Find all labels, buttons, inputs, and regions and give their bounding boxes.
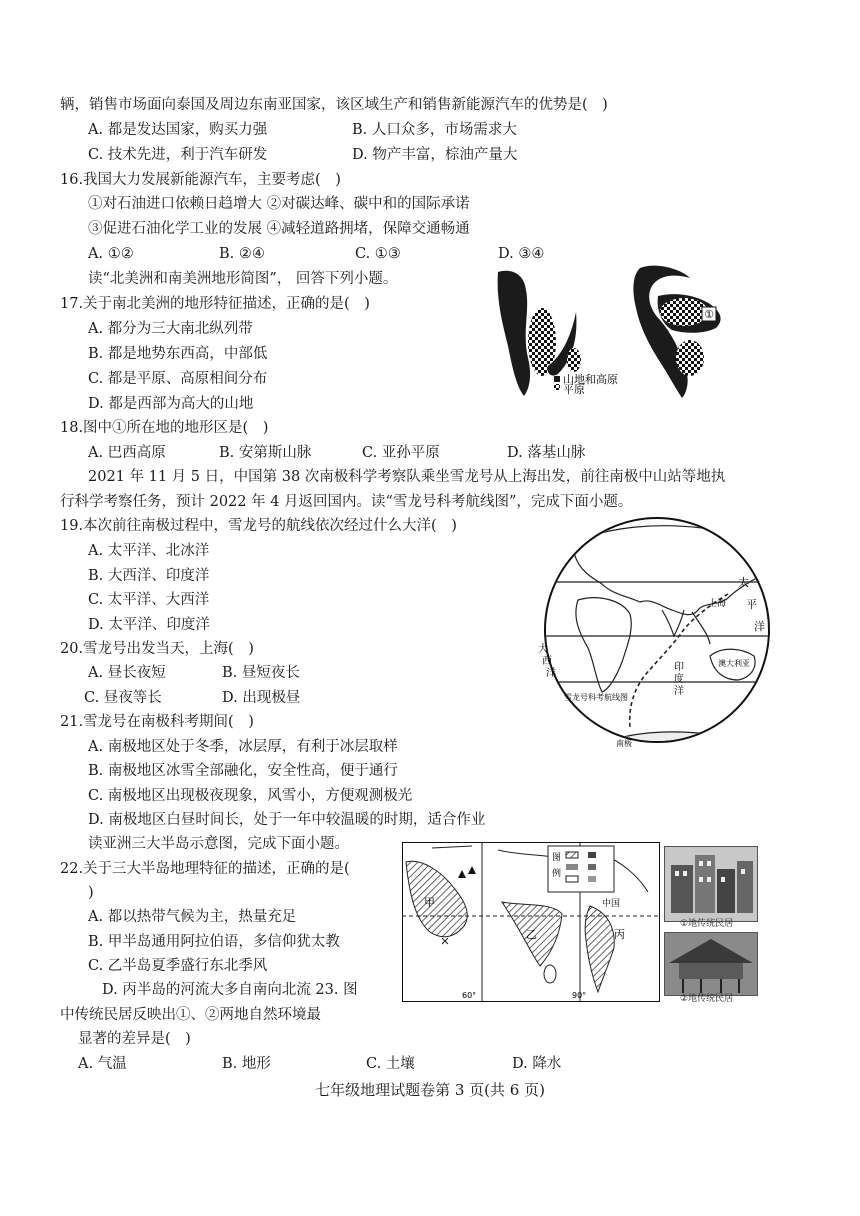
q17-option-c: C. 都是平原、高原相间分布 (88, 371, 268, 387)
label-lon-90: 90° (572, 991, 587, 1000)
q21-option-b: B. 南极地区冰雪全部融化，安全性高，便于通行 (88, 763, 398, 779)
q17-option-d: D. 都是西部为高大的山地 (88, 396, 254, 412)
q22-stem-paren: ) (88, 885, 94, 901)
label-indian-3: 洋 (674, 686, 684, 697)
q20-option-b: B. 昼短夜长 (222, 665, 300, 681)
q21-option-a: A. 南极地区处于冬季，冰层厚，有利于冰层取样 (88, 739, 398, 755)
label-atlantic-2: 西 (542, 656, 552, 667)
q16-option-a: A. ①② (88, 246, 134, 262)
q21-stem: 21.雪龙号在南极科考期间( ) (60, 714, 254, 730)
xuelong-route-globe (532, 514, 782, 750)
marker-one: ① (704, 308, 714, 321)
q16-option-d: D. ③④ (498, 246, 545, 262)
label-pacific-2: 平 (746, 598, 757, 611)
q20-option-c: C. 昼夜等长 (84, 690, 162, 706)
q15-stem-tail: 辆，销售市场面向泰国及周边东南亚国家，该区域生产和销售新能源汽车的优势是( ) (60, 97, 608, 113)
q18-option-b: B. 安第斯山脉 (219, 445, 312, 461)
q15-option-a: A. 都是发达国家，购买力强 (88, 122, 268, 138)
label-indian-2: 度 (674, 674, 684, 685)
read-asia-intro: 读亚洲三大半岛示意图，完成下面小题。 (88, 836, 349, 852)
q15-option-b: B. 人口众多，市场需求大 (352, 122, 517, 138)
photo-2-caption: ②地传统民居 (680, 994, 734, 1004)
q18-option-c: C. 亚孙平原 (362, 445, 440, 461)
label-jia: 甲 (424, 896, 435, 909)
page-footer: 七年级地理试题卷第 3 页(共 6 页) (315, 1081, 545, 1099)
label-bing: 丙 (614, 928, 625, 941)
label-lon-60: 60° (462, 991, 477, 1000)
label-yi: 乙 (526, 928, 537, 941)
legend-mountain-plateau: 山地和高原 (563, 373, 618, 386)
north-america-mountains (498, 271, 530, 396)
q16-statements-2: ③促进石油化学工业的发展 ④减轻道路拥堵，保障交通畅通 (88, 221, 470, 237)
asia-peninsulas-map (402, 842, 660, 1002)
dwelling-photo-2 (664, 932, 758, 996)
legend-plain: 平原 (563, 383, 585, 396)
label-atlantic-1: 大 (538, 644, 548, 655)
q21-option-c: C. 南极地区出现极夜现象，风雪小，方便观测极光 (88, 788, 413, 804)
label-indian-1: 印 (674, 662, 684, 673)
q19-stem: 19.本次前往南极过程中，雪龙号的航线依次经过什么大洋( ) (60, 518, 457, 534)
photo-1-caption: ①地传统民居 (680, 919, 734, 929)
read-americas-intro: 读“北美洲和南美洲地形简图”， 回答下列小题。 (88, 271, 398, 287)
q21-option-d: D. 南极地区白昼时间长，处于一年中较温暖的时期，适合作业 (88, 812, 486, 828)
q17-option-a: A. 都分为三大南北纵列带 (88, 321, 253, 337)
q16-statements-1: ①对石油进口依赖日趋增大 ②对碳达峰、碳中和的国际承诺 (88, 196, 470, 212)
route-map-caption: 雪龙号科考航线图 (564, 693, 628, 702)
q15-option-d: D. 物产丰富，棕油产量大 (352, 147, 518, 163)
q23-option-b: B. 地形 (222, 1056, 271, 1072)
q18-option-a: A. 巴西高原 (88, 445, 166, 461)
q19-option-c: C. 太平洋、大西洋 (88, 592, 210, 608)
q18-option-d: D. 落基山脉 (507, 445, 586, 461)
q17-option-b: B. 都是地势东西高，中部低 (88, 346, 268, 362)
q19-option-d: D. 太平洋、印度洋 (88, 617, 210, 633)
q22-option-b: B. 甲半岛通用阿拉伯语，多信仰犹太教 (88, 934, 340, 950)
q16-stem: 16.我国大力发展新能源汽车，主要考虑( ) (60, 172, 341, 188)
q18-stem: 18.图中①所在地的地形区是( ) (60, 420, 269, 436)
q22-option-a: A. 都以热带气候为主，热量充足 (88, 909, 297, 925)
q17-stem: 17.关于南北美洲的地形特征描述，正确的是( ) (60, 296, 370, 312)
q23-stem-2: 显著的差异是( ) (78, 1031, 191, 1047)
legend-title-2: 例 (552, 869, 562, 879)
q16-option-c: C. ①③ (355, 246, 401, 262)
dwelling-photo-1 (664, 846, 758, 922)
label-antarctica: 南极 (616, 739, 632, 748)
americas-terrain-map (490, 262, 746, 400)
q23-stem-1: 中传统民居反映出①、②两地自然环境最 (60, 1007, 321, 1023)
label-shanghai: 上海 (708, 599, 727, 609)
q19-option-a: A. 太平洋、北冰洋 (88, 543, 210, 559)
passage-line-1: 2021 年 11 月 5 日，中国第 38 次南极科学考察队乘坐雪龙号从上海出发，前往南极中山站等地执 (88, 469, 726, 485)
q23-option-a: A. 气温 (78, 1056, 127, 1072)
q15-option-c: C. 技术先进，利于汽车研发 (88, 147, 268, 163)
q22-stem: 22.关于三大半岛地理特征的描述，正确的是( (60, 861, 350, 877)
south-america-plain (660, 298, 708, 326)
q20-stem: 20.雪龙号出发当天，上海( ) (60, 641, 254, 657)
q16-option-b: B. ②④ (219, 246, 265, 262)
label-atlantic-3: 洋 (546, 668, 556, 679)
label-pacific-1: 太 (738, 576, 749, 589)
passage-line-2: 行科学考察任务，预计 2022 年 4 月返回国内。读“雪龙号科考航线图”，完成下面小题。 (60, 494, 633, 510)
label-pacific-3: 洋 (754, 620, 765, 633)
q22-option-d: D. 丙半岛的河流大多自南向北流 23. 图 (102, 982, 358, 998)
label-china: 中国 (602, 899, 621, 909)
q23-option-c: C. 土壤 (366, 1056, 415, 1072)
q23-option-d: D. 降水 (512, 1056, 562, 1072)
label-australia: 澳大利亚 (718, 659, 750, 668)
q20-option-a: A. 昼长夜短 (88, 665, 166, 681)
legend-title-1: 图 (552, 853, 562, 863)
q22-option-c: C. 乙半岛夏季盛行东北季风 (88, 958, 268, 974)
q20-option-d: D. 出现极昼 (222, 690, 301, 706)
q19-option-b: B. 大西洋、印度洋 (88, 568, 210, 584)
